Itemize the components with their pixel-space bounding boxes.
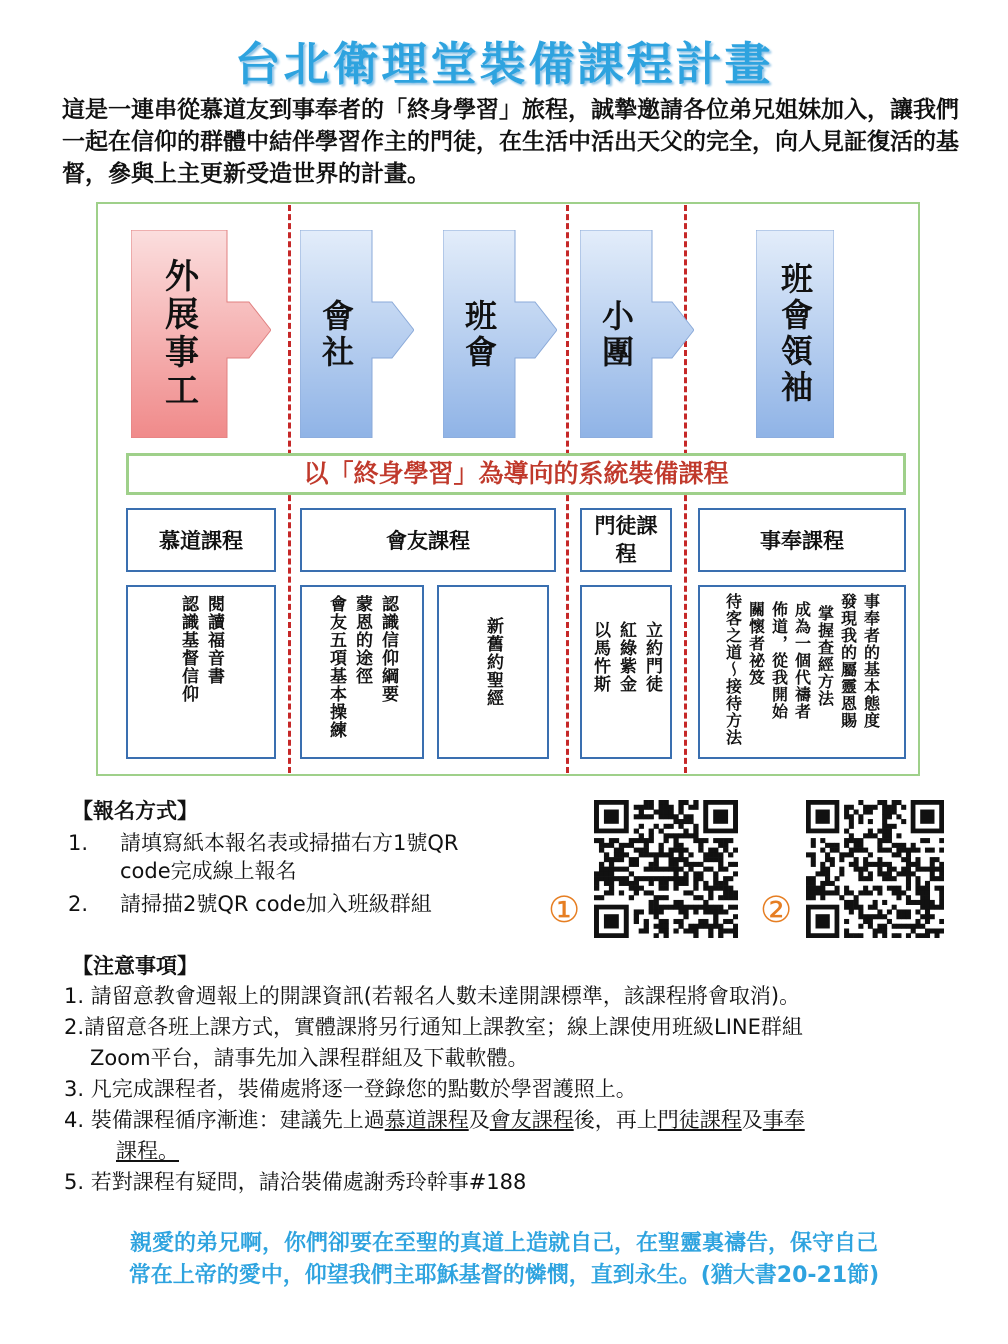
- note-4-text: 及: [741, 1108, 763, 1132]
- course-link-disciple: 門徒課程: [657, 1108, 742, 1132]
- intro-paragraph: 這是一連串從慕道友到事奉者的「終身學習」旅程，誠摯邀請各位弟兄姐妹加入，讓我們一起在信仰的群體中結伴學習作主的門徒，在生活中活出天父的完全，向人見証復活的基督，參與上主更新受造世界的計畫。: [62, 97, 959, 187]
- qr-code-1[interactable]: [594, 800, 738, 938]
- note-5: 5. 若對課程有疑問，請洽裝備處謝秀玲幹事#188: [64, 1170, 527, 1194]
- course-link-service-cont: 課程: [116, 1139, 158, 1163]
- course-link-seeker: 慕道課程: [384, 1108, 469, 1132]
- stage-smallgroup: [580, 230, 694, 438]
- course-link-member: 會友課程: [489, 1108, 574, 1132]
- qr2-marker: ②: [760, 890, 793, 931]
- note-4-cont: [116, 1136, 179, 1167]
- signup-item-1: [120, 829, 550, 885]
- category-member: 會友課程: [300, 508, 556, 572]
- course-item: 會友五項基本操練: [326, 595, 346, 739]
- course-item: 發現我的屬靈恩賜: [838, 593, 858, 729]
- stage-label: 小團: [597, 299, 635, 371]
- bible-verse: [0, 1228, 1008, 1292]
- note-4-text: 後，再上: [573, 1108, 658, 1132]
- signup-item-1-line1: 請填寫紙本報名表或掃描右方1號QR: [120, 831, 459, 855]
- signup-item-1-line2: code完成線上報名: [120, 859, 297, 883]
- notes-heading: 【注意事項】: [72, 954, 198, 978]
- stage-outreach: [131, 230, 271, 438]
- stage-label: 班會: [460, 299, 498, 371]
- detail-seeker: [126, 585, 276, 759]
- course-item: 認識信仰綱要: [378, 595, 398, 703]
- stage-class: [443, 230, 557, 438]
- course-item: 關懷者祕笈: [746, 601, 766, 686]
- course-item: 認識基督信仰: [178, 595, 198, 703]
- page-title: 台北衛理堂裝備課程計畫: [234, 37, 774, 91]
- course-link-service: 事奉: [762, 1108, 805, 1132]
- verse-line-2: 常在上帝的愛中，仰望我們主耶穌基督的憐憫，直到永生。(猶大書20-21節): [128, 1263, 880, 1288]
- course-item: 待客之道～接待方法: [723, 593, 743, 746]
- stage-label: 外展事工: [158, 258, 199, 410]
- course-item: 紅綠紫金: [616, 621, 636, 693]
- detail-member-b: [437, 585, 549, 759]
- stage-label: 會社: [317, 299, 355, 371]
- category-seeker: 慕道課程: [126, 508, 276, 572]
- detail-disciple: [580, 585, 672, 759]
- course-item: 以馬忤斯: [590, 621, 610, 693]
- note-4-text: 4. 裝備課程循序漸進：建議先上過: [64, 1108, 385, 1132]
- qr1-marker: ①: [548, 890, 581, 931]
- course-item: 掌握查經方法: [815, 605, 835, 707]
- course-item: 事奉者的基本態度: [861, 593, 881, 729]
- system-banner: 以「終身學習」為導向的系統裝備課程: [126, 453, 906, 495]
- note-1: 1. 請留意教會週報上的開課資訊(若報名人數未達開課標準，該課程將會取消)。: [64, 984, 801, 1008]
- course-item: 蒙恩的途徑: [352, 595, 372, 685]
- note-4-text: 及: [468, 1108, 490, 1132]
- note-4: [64, 1105, 994, 1136]
- signup-num: 2.: [68, 892, 89, 916]
- course-item: 閱讀福音書: [204, 595, 224, 685]
- qr-code-2[interactable]: [806, 800, 944, 938]
- category-disciple: 門徒課程: [580, 508, 672, 572]
- course-item: 成為一個代禱者: [792, 601, 812, 720]
- detail-member-a: [300, 585, 424, 759]
- verse-line-1: 親愛的弟兄啊，你們卻要在至聖的真道上造就自己，在聖靈裏禱告，保守自己: [129, 1231, 878, 1256]
- note-3: 3. 凡完成課程者，裝備處將逐一登錄您的點數於學習護照上。: [64, 1077, 637, 1101]
- course-item: 新舊約聖經: [483, 617, 503, 707]
- detail-service: [698, 585, 906, 759]
- category-service: 事奉課程: [698, 508, 906, 572]
- stage-club: [300, 230, 414, 438]
- stage-classleader: [756, 230, 834, 438]
- note-2b: Zoom平台，請事先加入課程群組及下載軟體。: [90, 1046, 529, 1070]
- note-4-end: 。: [158, 1139, 179, 1163]
- course-item: 佈道，從我開始: [769, 601, 789, 720]
- signup-item-2: 請掃描2號QR code加入班級群組: [120, 892, 432, 916]
- signup-num: 1.: [68, 831, 89, 855]
- course-item: 立約門徒: [642, 621, 662, 693]
- signup-heading: 【報名方式】: [72, 799, 198, 823]
- stage-label: 班會領袖: [776, 262, 814, 406]
- note-2a: 2.請留意各班上課方式，實體課將另行通知上課教室；線上課使用班級LINE群組: [64, 1015, 803, 1039]
